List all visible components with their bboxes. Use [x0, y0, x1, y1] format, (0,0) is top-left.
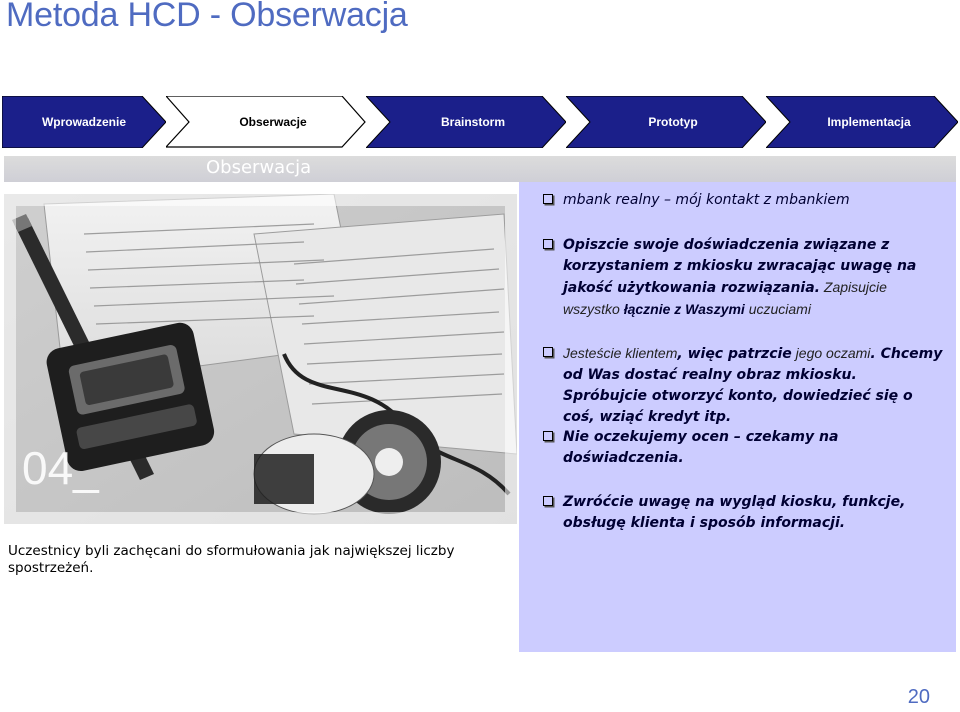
- step-brainstorm[interactable]: [366, 96, 566, 148]
- bullet-item: Jesteście klientem, więc patrzcie jego oczami. Chcemy od Was dostać realny obraz mkiosku. Spróbujcie otworzyć konto, dowiedzieć się o coś, wziąć kredyt itp.: [543, 343, 943, 428]
- instructions-panel: [519, 182, 956, 652]
- checkbox-bullet-icon: [543, 431, 553, 441]
- checkbox-bullet-icon: [543, 194, 553, 204]
- checkbox-bullet-icon: [543, 347, 553, 357]
- checkbox-bullet-icon: [543, 239, 553, 249]
- step-label: Implementacja: [827, 115, 911, 129]
- step-label: Obserwacje: [239, 115, 307, 129]
- bullet-item: Nie oczekujemy ocen – czekamy na doświadczenia.: [543, 427, 943, 469]
- step-wprowadzenie[interactable]: [2, 96, 166, 148]
- step-label: Prototyp: [648, 115, 698, 129]
- step-label: Wprowadzenie: [41, 115, 126, 129]
- step-implementacja[interactable]: [766, 96, 958, 148]
- section-header-strip: [4, 156, 956, 182]
- photo-illustration: [4, 194, 517, 524]
- step-prototyp[interactable]: [566, 96, 766, 148]
- checkbox-bullet-icon: [543, 496, 553, 506]
- bullet-item: mbank realny – mój kontakt z mbankiem: [543, 190, 943, 211]
- photo-caption: Uczestnicy byli zachęcani do sformułowania jak największej liczby spostrzeżeń.: [8, 543, 455, 576]
- step-label: Brainstorm: [440, 115, 505, 129]
- photo-overlay-number: 04_: [22, 442, 99, 494]
- page-number: 20: [907, 686, 930, 708]
- bullet-item: Opiszcie swoje doświadczenia związane z korzystaniem z mkiosku zwracając uwagę na jakość użytkowania rozwiązania. Zapisujcie wszystko łącznie z Waszymi uczuciami: [543, 235, 943, 321]
- observation-photo: [4, 194, 517, 524]
- slide-title: Metoda HCD - Obserwacja: [6, 0, 408, 34]
- section-label: Obserwacja: [206, 157, 312, 178]
- process-chevron-bar: [0, 92, 960, 152]
- bullet-item: Zwróćcie uwagę na wygląd kiosku, funkcje, obsługę klienta i sposób informacji.: [543, 492, 943, 534]
- step-obserwacje[interactable]: [166, 96, 366, 148]
